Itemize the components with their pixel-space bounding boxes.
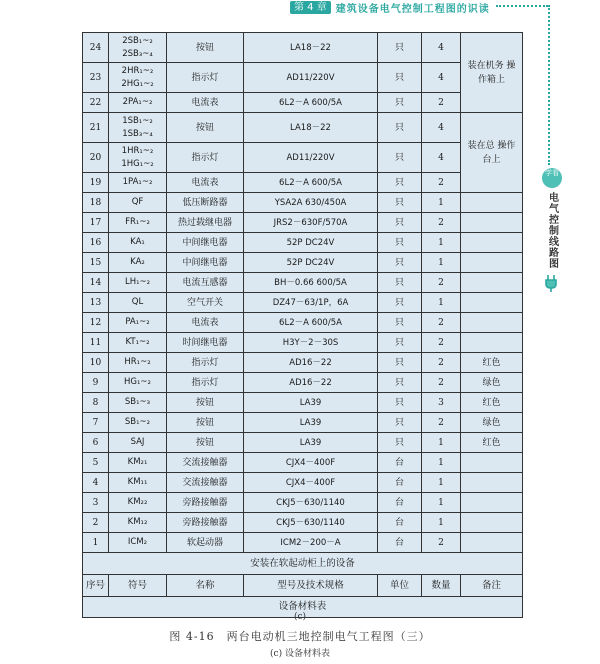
cell-no: 14 [83, 273, 109, 293]
table-row [83, 433, 523, 453]
cell-qty: 2 [422, 313, 461, 333]
part-label: (c) [293, 612, 307, 622]
cell-model: H3Y－2－30S [244, 333, 378, 353]
code-line: 1HG₁~₂ [121, 158, 154, 169]
cell-remark: 红色 [461, 393, 523, 413]
cell-code [109, 213, 167, 233]
cell-qty: 4 [422, 143, 461, 173]
cell-unit: 只 [378, 253, 422, 273]
chapter-badge: 第 4 章 [290, 1, 331, 14]
cell-remark [461, 473, 523, 493]
cell-remark [461, 513, 523, 533]
code-line: HR₁~₂ [124, 357, 151, 367]
side-dotted-line [548, 5, 550, 165]
column-header: 符号 [109, 575, 167, 597]
cell-no: 15 [83, 253, 109, 273]
table-row [83, 233, 523, 253]
header-dotted-line [496, 5, 548, 7]
cell-name: 指示灯 [167, 143, 244, 173]
cell-no: 23 [83, 63, 109, 93]
cell-qty: 1 [422, 513, 461, 533]
cell-qty: 4 [422, 63, 461, 93]
cell-remark [461, 293, 523, 313]
cell-code [109, 173, 167, 193]
code-line: FR₁~₂ [125, 217, 150, 227]
cell-code [109, 313, 167, 333]
cell-unit: 台 [378, 453, 422, 473]
code-line: KA₁ [130, 237, 145, 247]
cell-code [109, 433, 167, 453]
cell-remark: 红色 [461, 433, 523, 453]
code-line: SB₁~₃ [124, 397, 151, 407]
code-line: KM₂₁ [127, 457, 148, 467]
code-line: KM₁₁ [127, 477, 148, 487]
cell-name: 交流接触器 [167, 453, 244, 473]
cell-remark [461, 493, 523, 513]
cell-code [109, 233, 167, 253]
cell-remark [461, 333, 523, 353]
cell-no: 11 [83, 333, 109, 353]
code-line: HG₁~₂ [124, 377, 151, 387]
cell-code [109, 293, 167, 313]
cell-name: 时间继电器 [167, 333, 244, 353]
cell-qty: 1 [422, 193, 461, 213]
cell-qty: 2 [422, 353, 461, 373]
code-line: KM₂₂ [127, 497, 148, 507]
cell-name: 热过载继电器 [167, 213, 244, 233]
cell-model: 52P DC24V [244, 253, 378, 273]
cell-code [109, 533, 167, 553]
cell-remark: 红色 [461, 353, 523, 373]
cell-name: 软起动器 [167, 533, 244, 553]
code-line: QF [131, 197, 144, 207]
table-row [83, 93, 523, 113]
section-label: 安装在软起动柜上的设备 [83, 553, 523, 575]
cell-unit: 台 [378, 493, 422, 513]
equipment-table [82, 32, 522, 618]
cell-code [109, 33, 167, 63]
cell-qty: 1 [422, 293, 461, 313]
cell-qty: 1 [422, 453, 461, 473]
cell-qty: 1 [422, 433, 461, 453]
cell-name: 中间继电器 [167, 253, 244, 273]
table-row [83, 393, 523, 413]
cell-model: CJX4－400F [244, 473, 378, 493]
cell-no: 7 [83, 413, 109, 433]
cell-qty: 1 [422, 253, 461, 273]
cell-name: 按钮 [167, 413, 244, 433]
cell-remark [461, 273, 523, 293]
table-row [83, 453, 523, 473]
table-row [83, 353, 523, 373]
cell-unit: 只 [378, 193, 422, 213]
table-row [83, 333, 523, 353]
cell-name: 按钮 [167, 113, 244, 143]
cell-remark [461, 213, 523, 233]
cell-no: 2 [83, 513, 109, 533]
cell-model: DZ47－63/1P，6A [244, 293, 378, 313]
chapter-title: 建筑设备电气控制工程图的识读 [335, 3, 490, 15]
cell-name: 电流表 [167, 93, 244, 113]
cell-unit: 只 [378, 353, 422, 373]
cell-name: 按钮 [167, 433, 244, 453]
cell-remark [461, 453, 523, 473]
cell-name: 按钮 [167, 393, 244, 413]
code-line: 2SB₁~₂ [122, 35, 153, 46]
table-row [83, 493, 523, 513]
column-header: 数量 [422, 575, 461, 597]
cell-code [109, 193, 167, 213]
plug-icon [543, 273, 561, 293]
cell-model: AD11/220V [244, 143, 378, 173]
cell-qty: 2 [422, 213, 461, 233]
cell-unit: 只 [378, 393, 422, 413]
cell-unit: 只 [378, 63, 422, 93]
code-line: PA₁~₂ [125, 317, 150, 327]
side-tab [541, 168, 563, 300]
cell-model: YSA2A 630/450A [244, 193, 378, 213]
column-header: 序号 [83, 575, 109, 597]
cell-qty: 1 [422, 473, 461, 493]
code-line: KA₂ [130, 257, 145, 267]
cell-no: 1 [83, 533, 109, 553]
cell-no: 3 [83, 493, 109, 513]
cell-name: 旁路接触器 [167, 513, 244, 533]
cell-unit: 只 [378, 373, 422, 393]
cell-code [109, 333, 167, 353]
cell-qty: 1 [422, 233, 461, 253]
code-line: LH₁~₂ [124, 277, 151, 287]
cell-remark: 绿色 [461, 413, 523, 433]
cell-name: 指示灯 [167, 63, 244, 93]
cell-code [109, 373, 167, 393]
cell-code [109, 113, 167, 143]
cell-name: 电流互感器 [167, 273, 244, 293]
cell-no: 10 [83, 353, 109, 373]
code-line: KT₁~₂ [125, 337, 150, 347]
cell-qty: 2 [422, 533, 461, 553]
cell-no: 22 [83, 93, 109, 113]
cell-model: 6L2－A 600/5A [244, 173, 378, 193]
cell-unit: 只 [378, 213, 422, 233]
code-line: 1SB₃~₄ [122, 128, 153, 139]
cell-no: 13 [83, 293, 109, 313]
chapter-header [290, 0, 520, 14]
cell-model: 6L2－A 600/5A [244, 93, 378, 113]
code-line: 1PA₁~₂ [122, 177, 153, 187]
cell-unit: 只 [378, 33, 422, 63]
table-row [83, 193, 523, 213]
table-row [83, 373, 523, 393]
table-row [83, 473, 523, 493]
cell-name: 旁路接触器 [167, 493, 244, 513]
table-row [83, 513, 523, 533]
table-row [83, 413, 523, 433]
cell-model: CKJ5－630/1140 [244, 513, 378, 533]
cell-no: 6 [83, 433, 109, 453]
cell-qty: 2 [422, 333, 461, 353]
cell-remark: 绿色 [461, 373, 523, 393]
figure-caption: 图 4-16 两台电动机三地控制电气工程图（三） [169, 630, 431, 643]
cell-no: 12 [83, 313, 109, 333]
cell-model: AD16－22 [244, 353, 378, 373]
cell-remark [461, 233, 523, 253]
cell-remark [461, 533, 523, 553]
table-row [83, 143, 523, 173]
cell-code [109, 513, 167, 533]
table-row [83, 213, 523, 233]
table-row [83, 313, 523, 333]
cell-model: 6L2－A 600/5A [244, 313, 378, 333]
cell-no: 20 [83, 143, 109, 173]
cell-unit: 只 [378, 273, 422, 293]
code-line: 2HG₁~₂ [121, 78, 154, 89]
cell-remark-group: 装在总 操作台上 [461, 113, 523, 193]
table-row [83, 293, 523, 313]
cell-model: BH－0.66 600/5A [244, 273, 378, 293]
side-badge: 学看 [542, 168, 562, 188]
table-row [83, 173, 523, 193]
cell-no: 17 [83, 213, 109, 233]
cell-unit: 只 [378, 93, 422, 113]
cell-model: LA39 [244, 393, 378, 413]
code-line: SAJ [130, 437, 145, 447]
cell-model: ICM2－200－A [244, 533, 378, 553]
cell-unit: 台 [378, 533, 422, 553]
cell-remark-group: 装在机务 操作箱上 [461, 33, 523, 113]
cell-qty: 2 [422, 173, 461, 193]
code-line: QL [131, 297, 144, 307]
cell-qty: 2 [422, 93, 461, 113]
cell-code [109, 93, 167, 113]
code-line: KM₁₂ [127, 517, 148, 527]
code-line: 2PA₁~₂ [122, 97, 153, 107]
cell-name: 指示灯 [167, 353, 244, 373]
cell-model: LA18－22 [244, 113, 378, 143]
cell-remark [461, 253, 523, 273]
cell-unit: 只 [378, 333, 422, 353]
table-row [83, 113, 523, 143]
column-header: 名称 [167, 575, 244, 597]
table-row [83, 33, 523, 63]
cell-unit: 只 [378, 233, 422, 253]
cell-unit: 只 [378, 173, 422, 193]
cell-no: 21 [83, 113, 109, 143]
code-line: 2HR₁~₂ [121, 65, 154, 76]
table-row [83, 533, 523, 553]
cell-code [109, 493, 167, 513]
column-header: 备注 [461, 575, 523, 597]
figure-subcaption: (c) 设备材料表 [270, 649, 330, 659]
cell-qty: 2 [422, 413, 461, 433]
cell-model: LA39 [244, 433, 378, 453]
cell-code [109, 273, 167, 293]
cell-qty: 2 [422, 373, 461, 393]
table-row [83, 63, 523, 93]
cell-no: 4 [83, 473, 109, 493]
cell-code [109, 143, 167, 173]
cell-qty: 2 [422, 273, 461, 293]
header-row [83, 575, 523, 597]
column-header: 型号及技术规格 [244, 575, 378, 597]
cell-code [109, 413, 167, 433]
cell-model: CJX4－400F [244, 453, 378, 473]
cell-model: 52P DC24V [244, 233, 378, 253]
cell-name: 指示灯 [167, 373, 244, 393]
cell-unit: 只 [378, 113, 422, 143]
cell-qty: 1 [422, 493, 461, 513]
code-line: 2SB₃~₄ [122, 48, 153, 59]
cell-no: 24 [83, 33, 109, 63]
cell-no: 9 [83, 373, 109, 393]
cell-name: 中间继电器 [167, 233, 244, 253]
cell-qty: 3 [422, 393, 461, 413]
cell-unit: 台 [378, 513, 422, 533]
cell-no: 18 [83, 193, 109, 213]
cell-no: 5 [83, 453, 109, 473]
cell-no: 19 [83, 173, 109, 193]
cell-code [109, 253, 167, 273]
cell-qty: 4 [422, 33, 461, 63]
column-header: 单位 [378, 575, 422, 597]
table-row [83, 273, 523, 293]
cell-unit: 只 [378, 413, 422, 433]
cell-model: AD16－22 [244, 373, 378, 393]
cell-name: 空气开关 [167, 293, 244, 313]
cell-name: 低压断路器 [167, 193, 244, 213]
side-tab-text: 电气控制线路图 [546, 192, 558, 269]
cell-qty: 4 [422, 113, 461, 143]
cell-code [109, 393, 167, 413]
cell-model: JRS2－630F/570A [244, 213, 378, 233]
section-row [83, 553, 523, 575]
cell-name: 电流表 [167, 173, 244, 193]
cell-no: 16 [83, 233, 109, 253]
table-title: 设备材料表 [83, 597, 523, 618]
cell-unit: 只 [378, 313, 422, 333]
cell-name: 交流接触器 [167, 473, 244, 493]
cell-code [109, 473, 167, 493]
cell-remark [461, 193, 523, 213]
cell-unit: 只 [378, 143, 422, 173]
cell-model: CKJ5－630/1140 [244, 493, 378, 513]
cell-model: AD11/220V [244, 63, 378, 93]
cell-code [109, 63, 167, 93]
code-line: ICM₂ [127, 537, 148, 547]
cell-name: 按钮 [167, 33, 244, 63]
cell-model: LA39 [244, 413, 378, 433]
cell-code [109, 353, 167, 373]
code-line: SB₁~₂ [124, 417, 151, 427]
cell-remark [461, 313, 523, 333]
cell-code [109, 453, 167, 473]
code-line: 1HR₁~₂ [121, 145, 154, 156]
cell-no: 8 [83, 393, 109, 413]
code-line: 1SB₁~₂ [122, 115, 153, 126]
table-row [83, 253, 523, 273]
cell-model: LA18－22 [244, 33, 378, 63]
cell-unit: 只 [378, 433, 422, 453]
cell-unit: 只 [378, 293, 422, 313]
cell-unit: 台 [378, 473, 422, 493]
cell-name: 电流表 [167, 313, 244, 333]
